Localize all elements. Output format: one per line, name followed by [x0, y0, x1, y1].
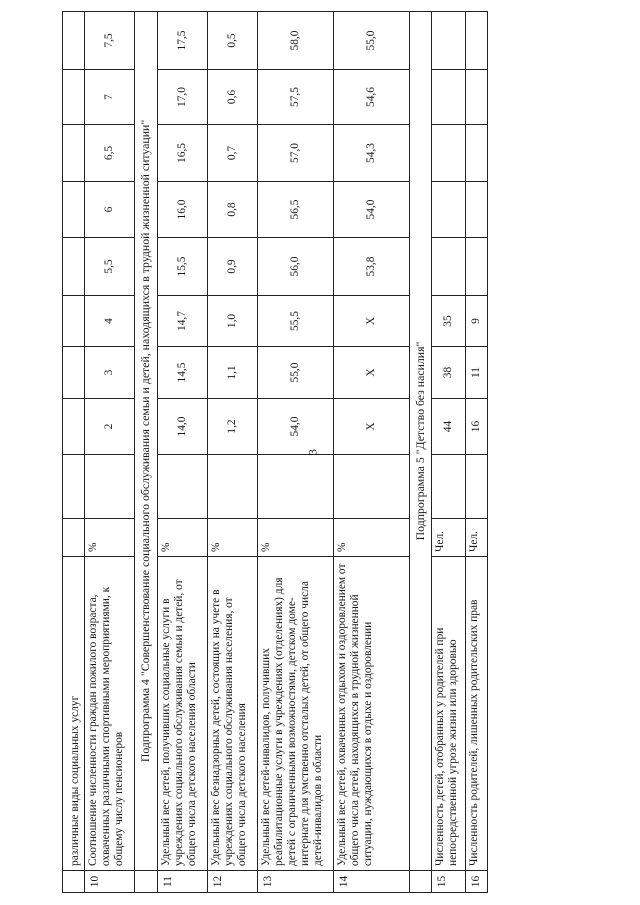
row-number: 12: [207, 871, 257, 893]
value-cell: 35: [432, 296, 466, 347]
value-cell: [432, 182, 466, 238]
indicator-name: Численность детей, отобранных у родителей при непосредственной угрозе жизни или здоровью: [432, 557, 466, 871]
value-cell: 0,8: [207, 182, 257, 238]
value-cell: 56,5: [257, 182, 333, 238]
value-cell: 9: [466, 296, 488, 347]
unit-cell: %: [157, 519, 207, 557]
table-row: [207, 12, 257, 893]
section-title: Подпрограмма 4 "Совершенствование социального обслуживания семьи и детей, находящихся в трудной жизненной ситуации": [135, 12, 158, 871]
indicator-name: Численность родителей, лишенных родительских прав: [466, 557, 488, 871]
value-cell: 14,5: [157, 347, 207, 399]
value-cell: [466, 12, 488, 70]
section-row: [135, 12, 158, 893]
value-cell: [333, 455, 409, 519]
value-cell: [432, 70, 466, 125]
value-cell: 14,0: [157, 399, 207, 455]
value-cell: [432, 12, 466, 70]
value-cell: 1,0: [207, 296, 257, 347]
page-number: 3: [305, 449, 320, 455]
value-cell: [466, 125, 488, 182]
value-cell: 56,0: [257, 238, 333, 296]
value-cell: 14,7: [157, 296, 207, 347]
row-number: 10: [85, 871, 135, 893]
value-cell: 16,5: [157, 125, 207, 182]
value-cell: 55,0: [257, 347, 333, 399]
value-cell: 0,5: [207, 12, 257, 70]
indicator-name: различные виды социальных услуг: [63, 557, 85, 871]
unit-cell: %: [85, 519, 135, 557]
value-cell: X: [333, 347, 409, 399]
value-cell: 16,0: [157, 182, 207, 238]
value-cell: 54,0: [333, 182, 409, 238]
table-row-continuation: [63, 12, 85, 893]
value-cell: 0,7: [207, 125, 257, 182]
value-cell: 57,0: [257, 125, 333, 182]
unit-cell: Чел.: [466, 519, 488, 557]
table-row: [85, 12, 135, 893]
indicator-name: Удельный вес детей, охваченных отдыхом и оздоровлением от общего числа детей, находящихся в трудной жизненной ситуации, нуждающихся в отдыхе и оздоровлении: [333, 557, 409, 871]
value-cell: [466, 455, 488, 519]
value-cell: 3: [85, 347, 135, 399]
value-cell: 17,5: [157, 12, 207, 70]
table-row: [466, 12, 488, 893]
value-cell: X: [333, 399, 409, 455]
section-row: [409, 12, 432, 893]
value-cell: [85, 455, 135, 519]
indicator-name: Соотношение численности граждан пожилого возраста, охваченных различными спортивными мероприятиями, к общему числу пенсионеров: [85, 557, 135, 871]
value-cell: [157, 455, 207, 519]
row-number: 15: [432, 871, 466, 893]
value-cell: 54,0: [257, 399, 333, 455]
row-number: 16: [466, 871, 488, 893]
value-cell: 54,3: [333, 125, 409, 182]
unit-cell: %: [207, 519, 257, 557]
value-cell: 7,5: [85, 12, 135, 70]
unit-cell: %: [257, 519, 333, 557]
indicator-name: Удельный вес детей, получивших социальные услуги в учреждениях социального обслуживания семьи и детей, от общего числа детского населения области: [157, 557, 207, 871]
value-cell: 6: [85, 182, 135, 238]
row-number: 11: [157, 871, 207, 893]
table-row: [333, 12, 409, 893]
value-cell: 5,5: [85, 238, 135, 296]
value-cell: 54,6: [333, 70, 409, 125]
value-cell: 55,0: [333, 12, 409, 70]
value-cell: 11: [466, 347, 488, 399]
value-cell: [432, 125, 466, 182]
value-cell: 6,5: [85, 125, 135, 182]
value-cell: 2: [85, 399, 135, 455]
value-cell: 44: [432, 399, 466, 455]
value-cell: 15,5: [157, 238, 207, 296]
value-cell: 57,5: [257, 70, 333, 125]
row-number: 14: [333, 871, 409, 893]
table-row: [432, 12, 466, 893]
section-title: Подпрограмма 5 "Детство без насилия": [409, 12, 432, 871]
table-row: [257, 12, 333, 893]
indicators-table: [62, 11, 488, 893]
unit-cell: %: [333, 519, 409, 557]
value-cell: [466, 182, 488, 238]
value-cell: 55,5: [257, 296, 333, 347]
value-cell: 0,6: [207, 70, 257, 125]
value-cell: 1,2: [207, 399, 257, 455]
value-cell: [432, 455, 466, 519]
value-cell: 4: [85, 296, 135, 347]
value-cell: 7: [85, 70, 135, 125]
value-cell: [466, 238, 488, 296]
value-cell: 38: [432, 347, 466, 399]
value-cell: [466, 70, 488, 125]
value-cell: 58,0: [257, 12, 333, 70]
row-number: 13: [257, 871, 333, 893]
unit-cell: Чел.: [432, 519, 466, 557]
row-number: [63, 871, 85, 893]
table-row: [157, 12, 207, 893]
value-cell: [432, 238, 466, 296]
value-cell: X: [333, 296, 409, 347]
value-cell: 16: [466, 399, 488, 455]
value-cell: 1,1: [207, 347, 257, 399]
value-cell: [207, 455, 257, 519]
indicator-name: Удельный вес детей-инвалидов, получивших реабилитационные услуги в учреждениях (отделениях) для детей с ограниченными возможностями, детском доме-интернате для умственно отсталых детей, от общего числа детей-инвалидов в области: [257, 557, 333, 871]
value-cell: 0,9: [207, 238, 257, 296]
value-cell: 53,8: [333, 238, 409, 296]
value-cell: 17,0: [157, 70, 207, 125]
value-cell: [257, 455, 333, 519]
indicator-name: Удельный вес безнадзорных детей, состоящих на учете в учреждениях социального обслуживания населения, от общего числа детского населения: [207, 557, 257, 871]
